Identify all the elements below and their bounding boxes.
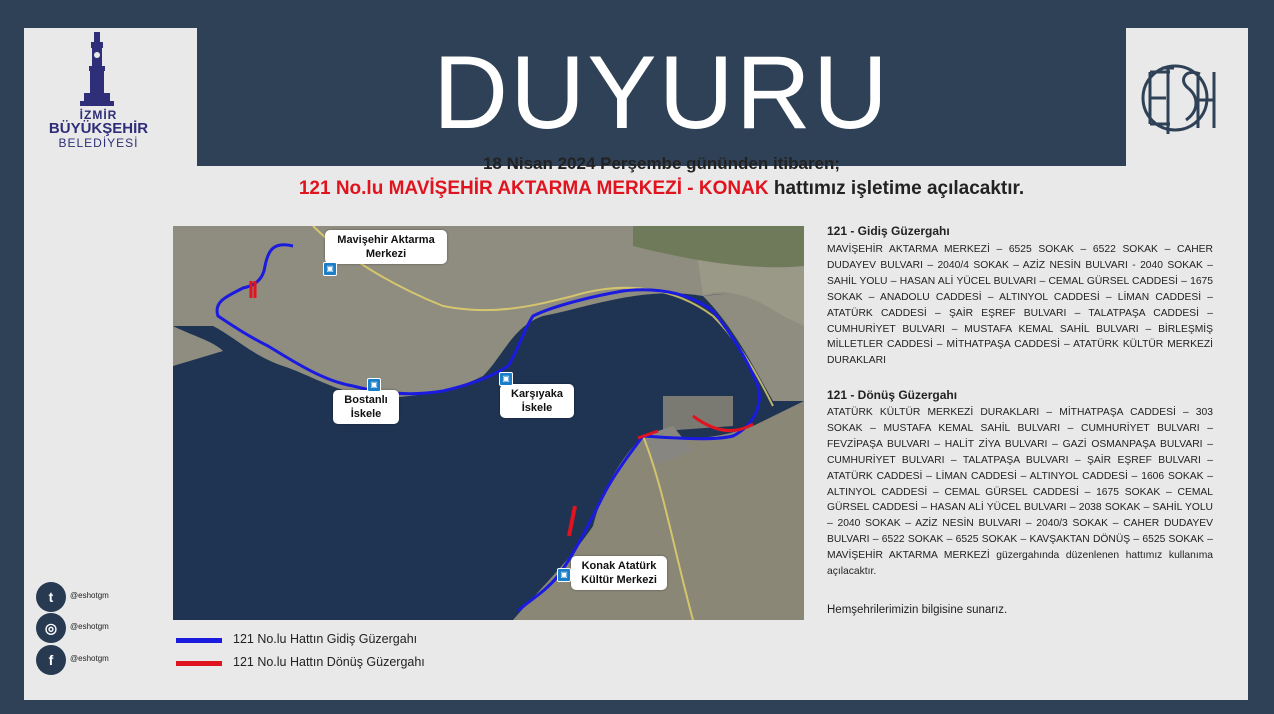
start-date-line: 18 Nisan 2024 Perşembe gününden itibaren; [482, 154, 841, 173]
route-dot: . [1018, 178, 1025, 199]
page-title: DUYURU [433, 35, 890, 151]
satellite-map-image [173, 226, 804, 620]
return-title: 121 - Dönüş Güzergahı [827, 388, 958, 402]
bus-stop-icon: ▣ [323, 262, 337, 276]
logo-line-2: BÜYÜKŞEHİR [48, 120, 149, 137]
twitter-handle: @eshotgm [70, 591, 109, 600]
map-label-mavisehir: Mavişehir Aktarma Merkezi [325, 230, 447, 264]
return-route-text: ATATÜRK KÜLTÜR MERKEZİ DURAKLARI – MİTHATPAŞA CADDESİ – 303 SOKAK – MUSTAFA KEMAL SAHİL BULVARI – CUMHURİYET BULVARI – FEVZİPAŞA BULVARI – HALİT ZİYA BULVARI – GAZİ OSMANPAŞA BULVARI – CUMHURİYET BULVARI – TALATPAŞA BULVARI – ŞAİR EŞREF BULVARI – ATATÜRK CADDESİ – LİMAN CADDESİ – ALTINYOL CADDESİ – 1606 SOKAK – ALTINYOL CADDESİ – CEMAL GÜRSEL CADDESİ – 1675 SOKAK – CEMAL GÜRSEL CADDESİ – HASAN ALİ YÜCEL BULVARI – 2038 SOKAK – SAHİL YOLU – 2040 SOKAK – AZİZ NESİN BULVARI – 2040/3 SOKAK – CAHER DUDAYEV BULVARI – 6522 SOKAK – 6525 SOKAK – KAVŞAKTAN DÖNÜŞ – 6525 SOKAK – MAVİŞEHİR AKTARMA MERKEZİ güzergahında düzenlenen hattımız kullanıma açılacaktır. [827, 407, 1213, 578]
announcement-panel [24, 28, 1248, 700]
header-bar [197, 28, 1126, 166]
logo-line-3: BELEDİYESİ [58, 136, 139, 150]
legend-outbound-label: 121 No.lu Hattın Gidiş Güzergahı [233, 632, 418, 646]
instagram-handle: @eshotgm [70, 622, 109, 631]
legend-return-label: 121 No.lu Hattın Dönüş Güzergahı [233, 655, 425, 669]
route-status: hattımız işletime açılacaktır [768, 178, 1019, 199]
twitter-icon[interactable]: t [36, 582, 66, 612]
facebook-handle: @eshotgm [70, 654, 109, 663]
legend-swatch-blue [176, 638, 222, 643]
bus-stop-icon: ▣ [367, 378, 381, 392]
instagram-icon[interactable]: ◎ [36, 613, 66, 643]
route-announcement-line [197, 178, 1126, 200]
route-map [173, 226, 804, 620]
outbound-route-text: MAVİŞEHİR AKTARMA MERKEZİ – 6525 SOKAK – 6522 SOKAK – CAHER DUDAYEV BULVARI – 2040/4 SOKAK – AZİZ NESİN BULVARI - 2040 SOKAK – SAHİL YOLU – HASAN ALİ YÜCEL BULVARI – CEMAL GÜRSEL CADDESİ – 1675 SOKAK – ANADOLU CADDESİ – ALTINYOL CADDESİ – LİMAN CADDESİ – ATATÜRK CADDESİ – ŞAİR EŞREF BULVARI – TALATPAŞA CADDESİ – CUMHURİYET BULVARI – MUSTAFA KEMAL SAHİL BULVARI – BİRLEŞMİŞ MİLLETLER CADDESİ – MİTHATPAŞA CADDESİ – ATATÜRK KÜLTÜR MERKEZİ DURAKLARI [827, 244, 1213, 367]
outbound-title: 121 - Gidiş Güzergahı [827, 224, 950, 238]
bus-stop-icon: ▣ [557, 568, 571, 582]
legend-swatch-red [176, 661, 222, 666]
facebook-icon[interactable]: f [36, 645, 66, 675]
map-label-bostanli: Bostanlı İskele [333, 390, 399, 424]
bus-stop-icon: ▣ [499, 372, 513, 386]
map-label-konak: Konak Atatürk Kültür Merkezi [571, 556, 667, 590]
eshot-logo [1102, 28, 1248, 166]
clock-tower-icon [24, 28, 173, 108]
izmir-municipality-logo [24, 28, 173, 166]
map-label-karsiyaka: Karşıyaka İskele [500, 384, 574, 418]
logo-line-1: İZMİR [79, 108, 118, 122]
eshot-monogram-icon [1102, 28, 1248, 166]
closing-notice: Hemşehrilerimizin bilgisine sunarız. [827, 604, 1008, 616]
route-name: 121 No.lu MAVİŞEHİR AKTARMA MERKEZİ - KONAK [298, 178, 769, 199]
